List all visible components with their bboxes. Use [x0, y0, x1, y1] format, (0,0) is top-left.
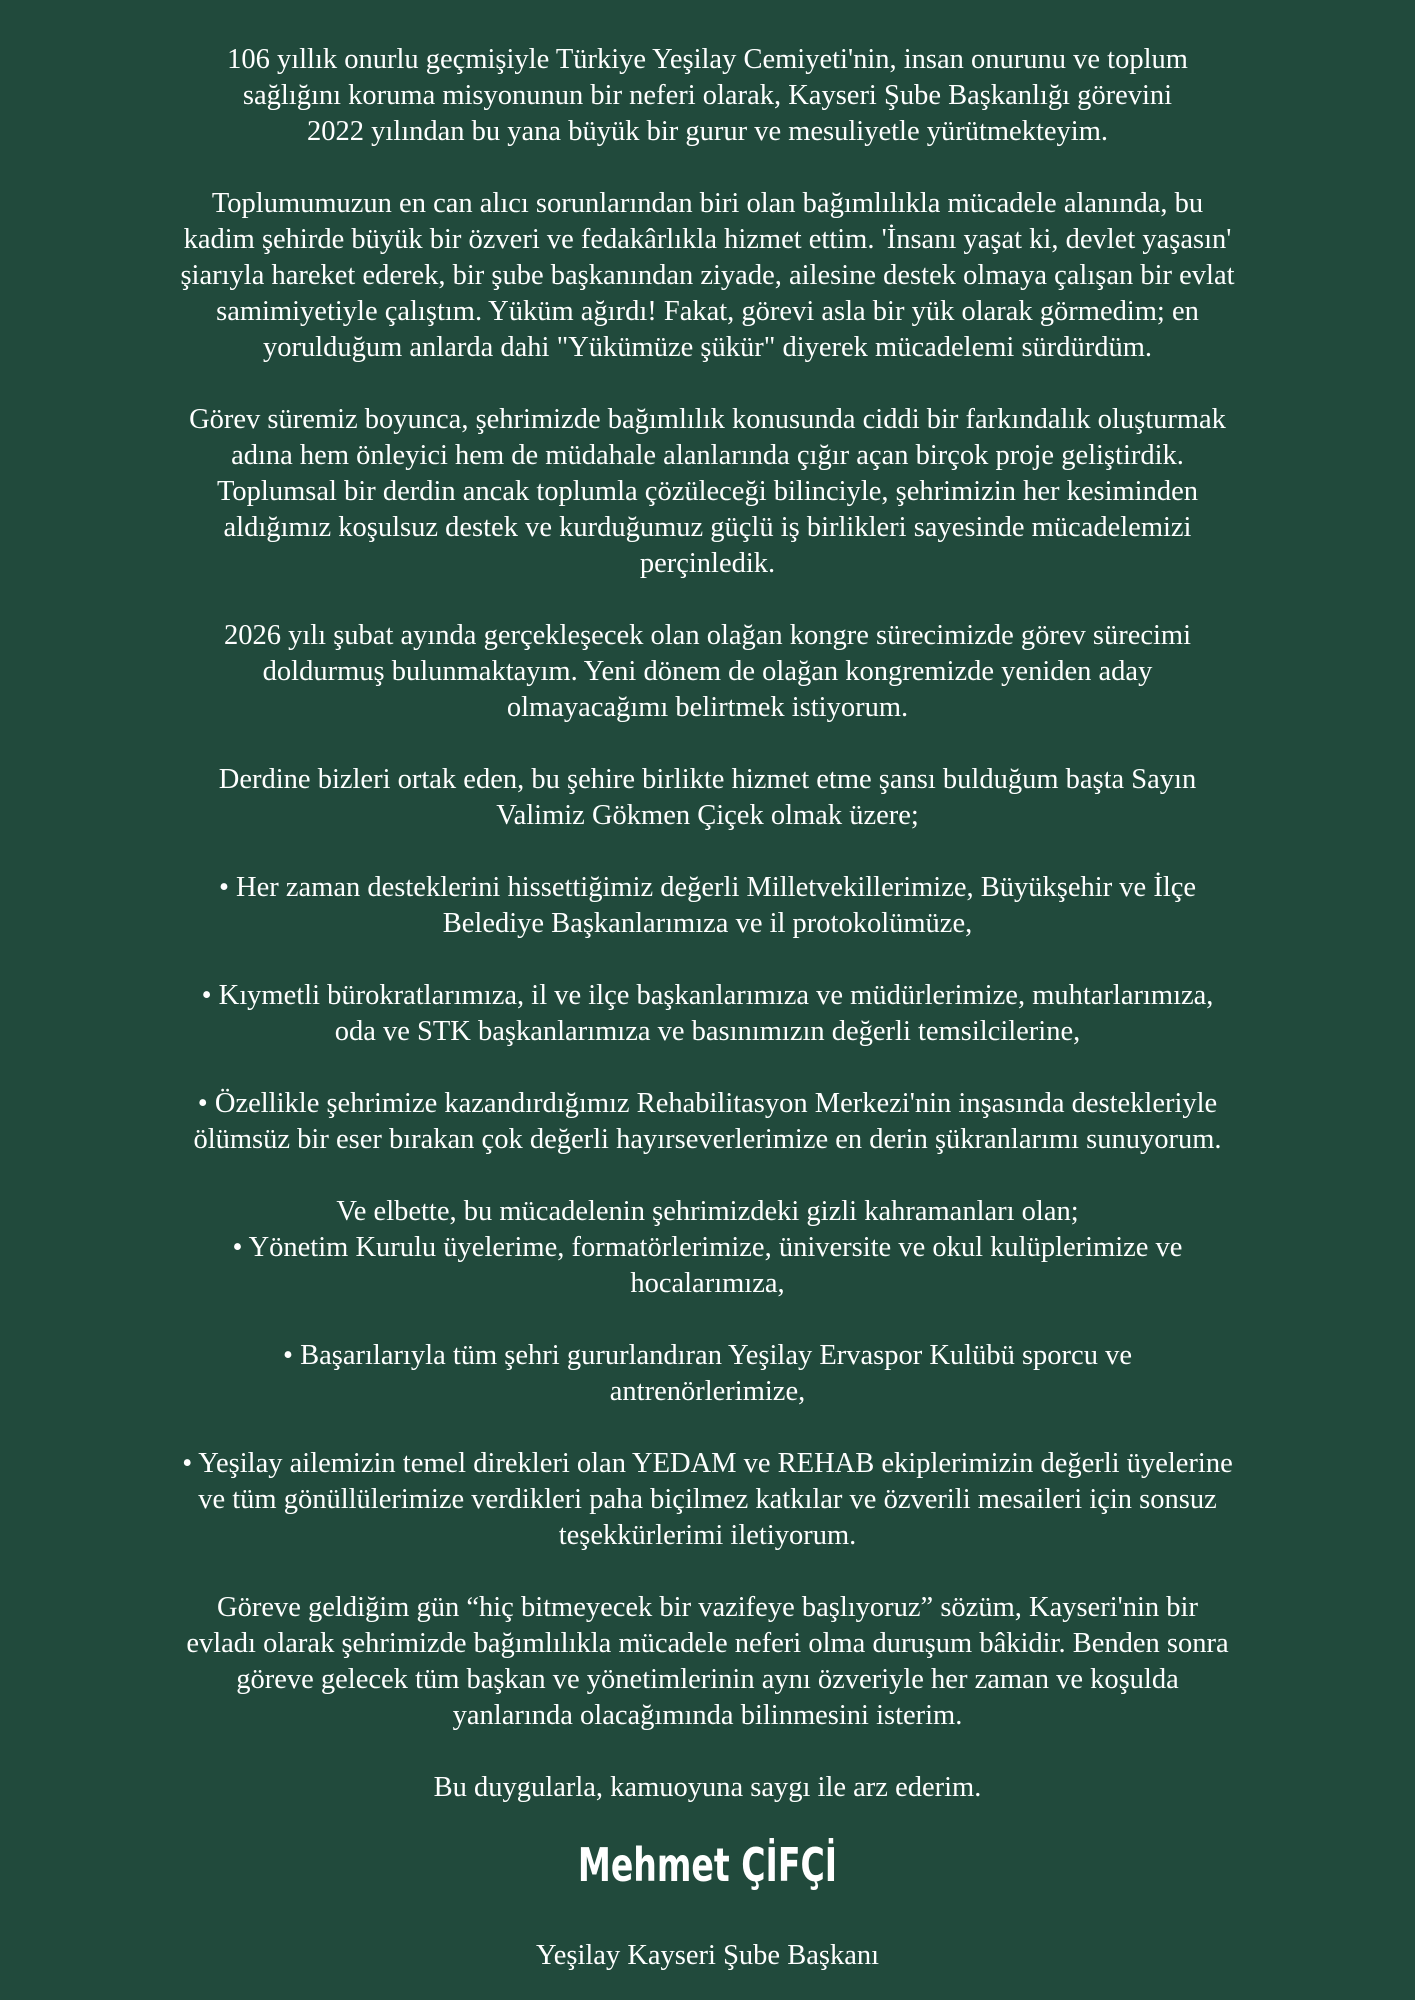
paragraph-thanks-athletes: • Başarılarıyla tüm şehri gururlandıran Yeşilay Ervaspor Kulübü sporcu ve antrenörlerimize,: [283, 1340, 1132, 1407]
paragraph-thanks-board: Ve elbette, bu mücadelenin şehrimizdeki gizli kahramanları olan; • Yönetim Kurulu üyelerime, formatörlerimize, üniversite ve okul kulüplerimize ve hocalarımıza,: [232, 1196, 1183, 1299]
paragraph-thanks-benefactors: • Özellikle şehrimize kazandırdığımız Rehabilitasyon Merkezi'nin inşasında destekleriyle ölümsüz bir eser bırakan çok değerli hayırseverlerimize en derin şükranlarımı sunuyorum.: [193, 1088, 1222, 1155]
paragraph-projects: Görev süremiz boyunca, şehrimizde bağımlılık konusunda ciddi bir farkındalık oluşturmak adına hem önleyici hem de müdahale alanlarında çığır açan birçok proje geliştirdik. Toplumsal bir derdin ancak toplumla çözüleceği bilinciyle, şehrimizin her kesiminden aldığımız koşulsuz destek ve kurduğumuz güçlü iş birlikleri sayesinde mücadelemizi perçinledik.: [189, 404, 1226, 579]
signature-title: Yeşilay Kayseri Şube Başkanı: [535, 1940, 880, 1971]
paragraph-congress: 2026 yılı şubat ayında gerçekleşecek olan olağan kongre sürecimizde görev sürecimi doldurmuş bulunmaktayım. Yeni dönem de olağan kongremizde yeniden aday olmayacağımı belirtmek istiyorum.: [223, 620, 1192, 723]
letter-body: [90, 42, 1325, 1842]
paragraph-intro: 106 yıllık onurlu geçmişiyle Türkiye Yeşilay Cemiyeti'nin, insan onurunu ve toplum sağlığını koruma misyonunun bir neferi olarak, Kayseri Şube Başkanlığı görevini 2022 yılından bu yana büyük bir gurur ve mesuliyetle yürütmekteyim.: [227, 44, 1188, 147]
paragraph-closing-statement: Göreve geldiğim gün “hiç bitmeyecek bir vazifeye başlıyoruz” sözüm, Kayseri'nin bir evladı olarak şehrimizde bağımlılıkla mücadele neferi olma duruşum bâkidir. Benden sonra göreve gelecek tüm başkan ve yönetimlerinin aynı özveriyle her zaman ve koşulda yanlarında olacağımında bilinmesini isterim.: [186, 1592, 1229, 1731]
signature-name: Mehmet ÇİFÇİ: [577, 1838, 838, 1892]
paragraph-regards: Bu duygularla, kamuoyuna saygı ile arz ederim.: [433, 1772, 982, 1803]
paragraph-service: Toplumumuzun en can alıcı sorunlarından biri olan bağımlılıkla mücadele alanında, bu kadim şehirde büyük bir özveri ve fedakârlıkla hizmet ettim. 'İnsanı yaşat ki, devlet yaşasın' şiarıyla hareket ederek, bir şube başkanından ziyade, ailesine destek olmaya çalışan bir evlat samimiyetiyle çalıştım. Yüküm ağırdı! Fakat, görevi asla bir yük olarak görmedim; en yorulduğum anlarda dahi "Yükümüze şükür" diyerek mücadelemi sürdürdüm.: [180, 188, 1235, 363]
paragraph-thanks-teams: • Yeşilay ailemizin temel direkleri olan YEDAM ve REHAB ekiplerimizin değerli üyelerine ve tüm gönüllülerimize verdikleri paha biçilmez katkılar ve özverili mesaileri için sonsuz teşekkürlerimi iletiyorum.: [182, 1448, 1233, 1551]
paragraph-thanks-bureaucrats: • Kıymetli bürokratlarımıza, il ve ilçe başkanlarımıza ve müdürlerimize, muhtarlarımıza, oda ve STK başkanlarımıza ve basınımızın değerli temsilcilerine,: [201, 980, 1214, 1047]
paragraph-thanks-deputies: • Her zaman desteklerini hissettiğimiz değerli Milletvekillerimize, Büyükşehir ve İlçe Belediye Başkanlarımıza ve il protokolümüze,: [218, 872, 1197, 939]
paragraph-thanks-governor: Derdine bizleri ortak eden, bu şehire birlikte hizmet etme şansı bulduğum başta Sayın Valimiz Gökmen Çiçek olmak üzere;: [218, 764, 1197, 831]
